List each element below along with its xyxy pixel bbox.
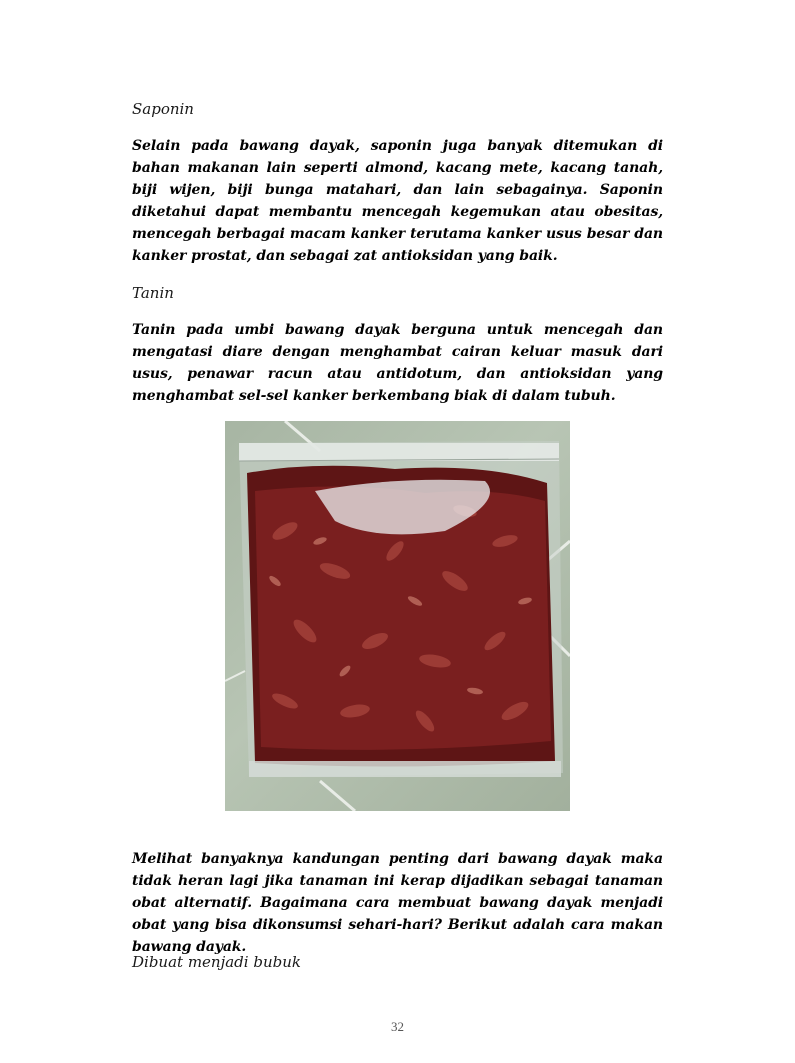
section-heading-dibuat-menjadi-bubuk: Dibuat menjadi bubuk [132,953,301,971]
paragraph-closing: Melihat banyaknya kandungan penting dari bawang dayak maka tidak heran lagi jika tanaman ini kerap dijadikan sebagai tanaman obat alternatif. Bagaimana cara membuat bawang dayak menjadi obat yang bisa dikonsumsi sehari-hari? Berikut adalah cara makan bawang dayak. [132,851,663,955]
paragraph-saponin: Selain pada bawang dayak, saponin juga banyak ditemukan di bahan makanan lain seperti almond, kacang mete, kacang tanah, biji wijen, biji bunga matahari, dan lain sebagainya. Saponin diketahui dapat membantu mencegah kegemukan atau obesitas, mencegah berbagai macam kanker terutama kanker usus besar dan kanker prostat, dan sebagai zat antioksidan yang baik. [132,138,663,264]
paragraph-tanin: Tanin pada umbi bawang dayak berguna untuk mencegah dan mengatasi diare dengan menghambat cairan keluar masuk dari usus, penawar racun atau antidotum, dan antioksidan yang menghambat sel-sel kanker berkembang biak di dalam tubuh. [132,322,663,404]
section-heading-saponin: Saponin [132,100,194,118]
section-heading-tanin: Tanin [132,284,174,302]
dried-bawang-dayak-photo [225,421,570,811]
page-number: 32 [391,1019,404,1034]
